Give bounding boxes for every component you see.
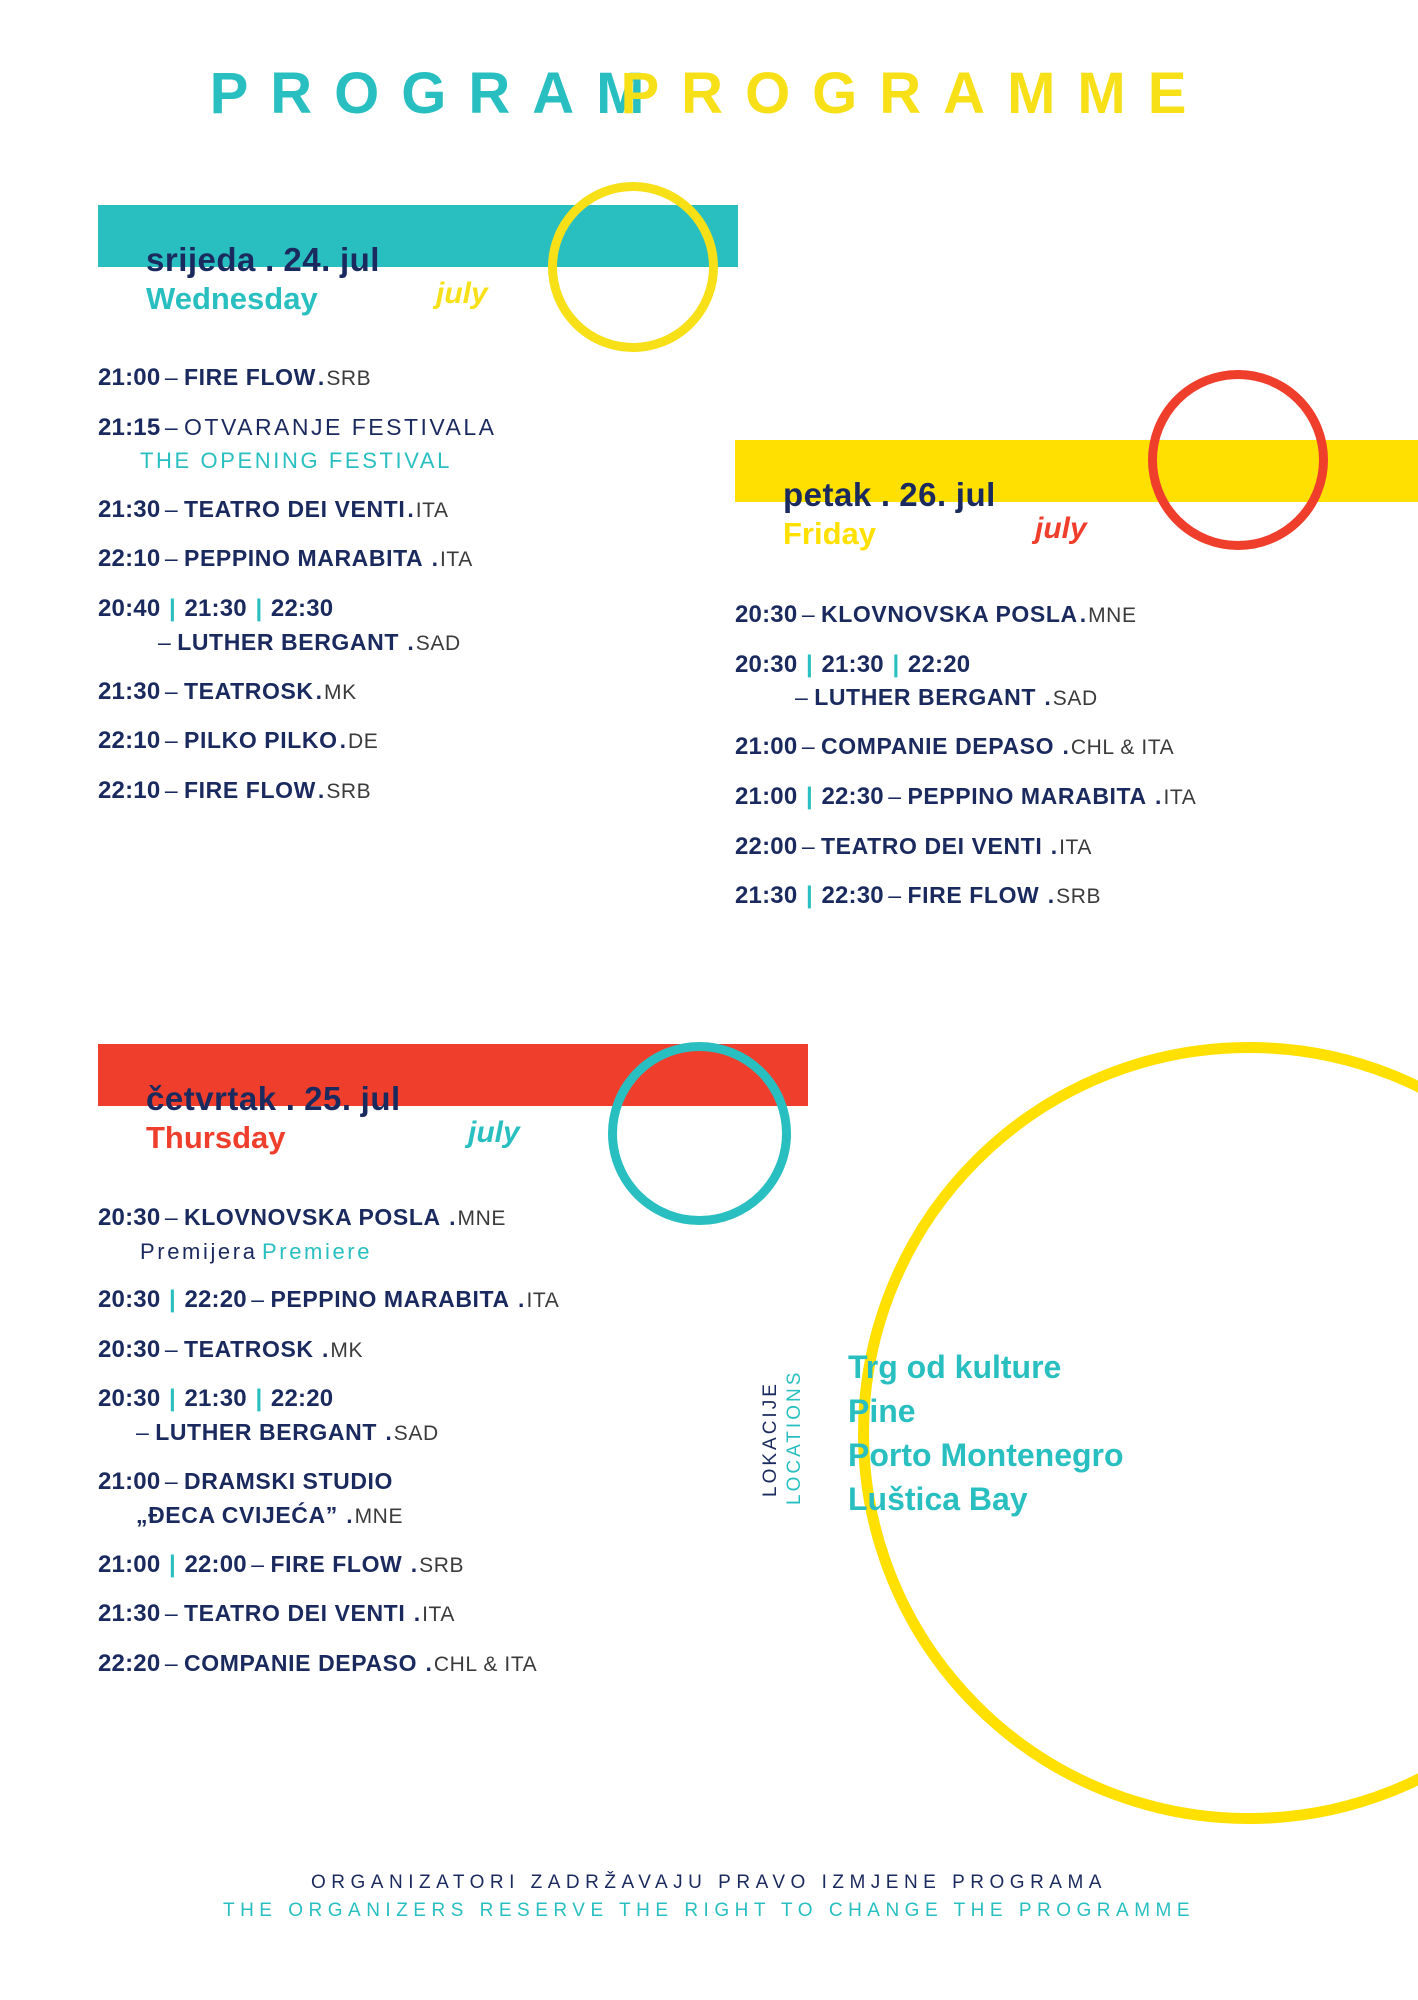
day-heading-friday: petak . 26. jul Friday — [783, 476, 996, 551]
event-country: SRB — [419, 1553, 465, 1577]
event-time: 21:30 — [184, 595, 247, 623]
event-name: KLOVNOVSKA POSLA — [821, 601, 1078, 627]
day-name-english-friday: Friday — [783, 516, 877, 551]
event-country: CHL & ITA — [1070, 736, 1175, 760]
event-row: 22:20 – COMPANIE DEPASO .CHL & ITA — [98, 1649, 538, 1677]
event-time: 21:30 — [98, 677, 161, 705]
event-name: COMPANIE DEPASO — [184, 1649, 418, 1676]
event-row: 21:00 – COMPANIE DEPASO .CHL & ITA — [735, 733, 1175, 761]
event-row: 20:30 – KLOVNOVSKA POSLA.MNE — [735, 601, 1137, 628]
event-time: 22:10 — [98, 727, 161, 755]
day-heading-thursday: četvrtak . 25. jul Thursday — [146, 1080, 401, 1155]
event-row: 21:00 | 22:00 – FIRE FLOW .SRB — [98, 1550, 465, 1578]
event-name: LUTHER BERGANT — [155, 1419, 377, 1446]
page-title — [0, 60, 1418, 127]
event-time: 21:00 — [98, 364, 161, 391]
event-name: LUTHER BERGANT — [177, 628, 399, 655]
event-subtitle — [98, 447, 738, 475]
schedule-friday — [735, 600, 1395, 931]
event-name: PEPPINO MARABITA — [184, 545, 424, 572]
event-time: 22:10 — [98, 545, 161, 573]
event-row: 22:10 – FIRE FLOW.SRB — [98, 777, 372, 805]
event-name: FIRE FLOW — [184, 364, 316, 390]
location-item: Trg od kulture — [848, 1349, 1062, 1385]
event-row: 20:40 | 21:30 | 22:30 – LUTHER BERGANT .SAD — [98, 595, 461, 655]
event-name: TEATRO DEI VENTI — [184, 1600, 406, 1627]
event-name: TEATRO DEI VENTI — [821, 832, 1043, 859]
event-time: 22:00 — [735, 832, 798, 860]
event-row: 20:30 – TEATROSK .MK — [98, 1335, 364, 1363]
event-country: ITA — [1059, 835, 1093, 859]
decorative-circle-red-1 — [1148, 370, 1328, 550]
page-title-local: PROGRAM — [209, 61, 667, 126]
event-name: DRAMSKI STUDIO — [184, 1467, 394, 1494]
event-time: 22:00 — [184, 1550, 247, 1578]
event-subtitle-local: Premijera — [140, 1238, 258, 1264]
location-item: Pine — [848, 1393, 916, 1430]
locations-label-english: LOCATIONS — [784, 1369, 805, 1505]
locations-list — [848, 1345, 1124, 1522]
event-country: ITA — [440, 548, 473, 572]
footer-local: ORGANIZATORI ZADRŽAVAJU PRAVO IZMJENE PROGRAMA — [311, 1872, 1107, 1893]
event-time: 22:20 — [184, 1285, 247, 1313]
event-row: 20:30 – KLOVNOVSKA POSLA .MNE Premijera Premiere — [98, 1203, 738, 1266]
event-name: PEPPINO MARABITA — [907, 783, 1147, 810]
day-date-wednesday: 24. — [283, 241, 331, 278]
event-row: 21:00 | 22:30 – PEPPINO MARABITA .ITA — [735, 783, 1197, 811]
event-country: SAD — [1052, 687, 1098, 711]
event-time: 21:30 — [98, 1600, 161, 1628]
event-country: ITA — [1163, 786, 1197, 810]
event-name: LUTHER BERGANT — [814, 684, 1036, 711]
event-country: DE — [347, 730, 379, 754]
day-month-english-wednesday: july — [436, 277, 488, 310]
event-country: SAD — [393, 1422, 439, 1446]
location-item: Luštica Bay — [848, 1481, 1028, 1518]
event-time: 21:00 — [98, 1467, 161, 1495]
day-month-local-friday: jul — [955, 476, 996, 513]
event-row: 22:00 – TEATRO DEI VENTI .ITA — [735, 832, 1093, 860]
event-subtitle — [98, 1238, 738, 1266]
schedule-wednesday — [98, 363, 738, 826]
event-time: 21:30 — [821, 650, 884, 678]
event-country: ITA — [526, 1288, 560, 1312]
event-name: TEATROSK — [184, 1335, 314, 1362]
event-row: 22:10 – PEPPINO MARABITA .ITA — [98, 545, 473, 573]
event-country: MNE — [1088, 604, 1137, 627]
day-date-thursday: 25. — [304, 1080, 352, 1117]
event-time: 22:30 — [821, 783, 884, 811]
event-name: OTVARANJE FESTIVALA — [184, 413, 497, 440]
decorative-circle-teal-1 — [608, 1042, 791, 1225]
event-row: 22:10 – PILKO PILKO.DE — [98, 727, 379, 755]
footer-english: THE ORGANIZERS RESERVE THE RIGHT TO CHANGE THE PROGRAMME — [222, 1900, 1196, 1921]
day-name-local-thursday: četvrtak — [146, 1080, 277, 1117]
day-month-local-thursday: jul — [360, 1080, 401, 1117]
event-country: CHL & ITA — [433, 1652, 538, 1676]
event-country: SRB — [326, 780, 372, 804]
event-country: SAD — [415, 631, 461, 655]
page-title-english: PROGRAMME — [620, 61, 1209, 126]
event-country: ITA — [422, 1603, 456, 1627]
event-subtitle-english: THE OPENING FESTIVAL — [140, 448, 452, 474]
event-time: 21:00 — [98, 1550, 161, 1578]
event-time: 20:30 — [98, 1204, 161, 1231]
event-row: 21:00 – DRAMSKI STUDIO „ĐECA CVIJEĆA” .MNE — [98, 1467, 404, 1528]
event-time: 22:10 — [98, 777, 161, 805]
event-time: 20:30 — [735, 601, 798, 628]
event-row: 20:30 | 22:20 – PEPPINO MARABITA .ITA — [98, 1285, 560, 1313]
event-row: 21:30 | 22:30 – FIRE FLOW .SRB — [735, 882, 1102, 910]
event-time: 22:20 — [98, 1649, 161, 1677]
event-row: 21:30 – TEATROSK.MK — [98, 677, 357, 705]
locations-label-local: LOKACIJE — [760, 1381, 781, 1497]
day-month-local-wednesday: jul — [339, 241, 380, 278]
day-name-local-friday: petak — [783, 476, 872, 513]
event-country: SRB — [326, 367, 372, 390]
event-name: FIRE FLOW — [184, 777, 316, 804]
day-heading-wednesday: srijeda . 24. jul Wednesday — [146, 241, 380, 316]
event-time: 22:30 — [270, 595, 334, 623]
schedule-thursday — [98, 1203, 738, 1699]
event-country: SRB — [1056, 885, 1102, 909]
event-time: 21:30 — [184, 1385, 247, 1413]
footer-disclaimer — [0, 1872, 1418, 1922]
day-name-local-wednesday: srijeda — [146, 241, 256, 278]
event-name: FIRE FLOW — [270, 1550, 403, 1577]
event-row: 21:30 – TEATRO DEI VENTI .ITA — [98, 1600, 456, 1628]
event-row: 20:30 | 21:30 | 22:20 – LUTHER BERGANT .SAD — [98, 1385, 439, 1446]
event-name-secondary: „ĐECA CVIJEĆA” — [136, 1501, 338, 1528]
location-item: Porto Montenegro — [848, 1437, 1124, 1474]
event-country: MK — [324, 680, 357, 704]
day-month-english-thursday: july — [468, 1116, 520, 1149]
decorative-circle-yellow-1 — [548, 182, 718, 352]
event-time: 22:30 — [821, 882, 884, 910]
event-time: 22:20 — [270, 1385, 334, 1413]
event-time: 20:30 — [735, 650, 798, 678]
event-row: 21:30 – TEATRO DEI VENTI.ITA — [98, 495, 449, 523]
event-name: PILKO PILKO — [184, 727, 338, 754]
event-time: 21:15 — [98, 413, 161, 441]
event-name: FIRE FLOW — [907, 882, 1040, 909]
day-date-friday: 26. — [899, 476, 947, 513]
event-time: 22:20 — [907, 650, 971, 678]
event-country: MK — [330, 1338, 364, 1362]
event-time: 21:30 — [98, 495, 161, 523]
event-time: 21:00 — [735, 733, 798, 761]
event-name: COMPANIE DEPASO — [821, 733, 1055, 760]
event-row: 20:30 | 21:30 | 22:20 – LUTHER BERGANT .SAD — [735, 650, 1098, 711]
event-time: 20:30 — [98, 1285, 161, 1313]
event-name: KLOVNOVSKA POSLA — [184, 1204, 441, 1230]
event-time: 21:00 — [735, 783, 798, 811]
day-name-english-thursday: Thursday — [146, 1120, 286, 1155]
event-subtitle-english: Premiere — [262, 1238, 373, 1264]
event-country: MNE — [354, 1504, 404, 1528]
event-name: PEPPINO MARABITA — [270, 1285, 510, 1312]
event-country: ITA — [415, 498, 449, 522]
event-time: 20:30 — [98, 1385, 161, 1413]
event-row: 21:00 – FIRE FLOW.SRB — [98, 364, 372, 391]
event-name: TEATRO DEI VENTI — [184, 495, 406, 522]
event-country: MNE — [457, 1207, 506, 1230]
event-row: 21:15 – OTVARANJE FESTIVALA THE OPENING FESTIVAL — [98, 413, 738, 476]
event-time: 20:40 — [98, 595, 161, 623]
event-name: TEATROSK — [184, 677, 314, 704]
day-name-english-wednesday: Wednesday — [146, 281, 318, 316]
day-month-english-friday: july — [1035, 512, 1087, 545]
event-time: 20:30 — [98, 1335, 161, 1363]
event-time: 21:30 — [735, 882, 798, 910]
